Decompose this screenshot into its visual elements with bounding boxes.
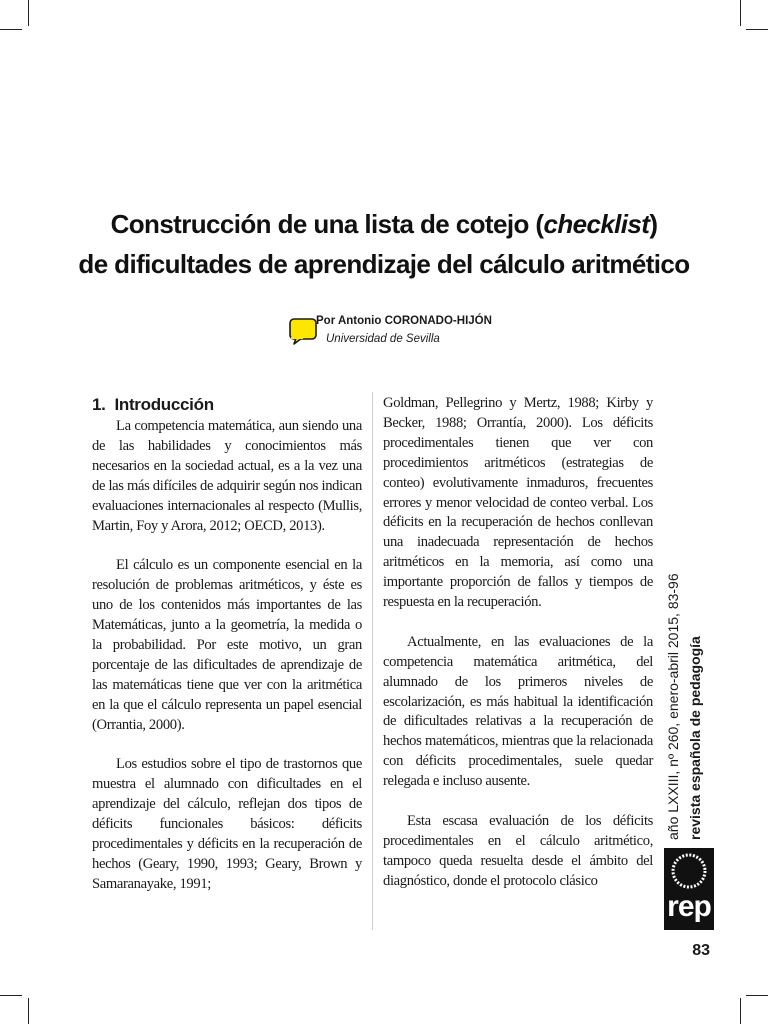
section-number: 1. <box>92 395 106 414</box>
journal-sidebar <box>665 573 705 840</box>
paragraph: La competencia matemática, aun siendo una de las habilidades y conocimientos más necesarios en la sociedad actual, es a la vez una de las más difíciles de adquirir según nos indican evaluaciones internacionales al respecto (Mullis, Martin, Foy y Arora, 2012; OECD, 2013). <box>92 418 362 534</box>
crop-mark <box>28 0 29 26</box>
crop-mark <box>740 998 741 1024</box>
article-title <box>60 204 708 284</box>
crop-mark <box>28 998 29 1024</box>
logo-text: rep <box>667 890 711 923</box>
section-title: Introducción <box>114 395 214 414</box>
paragraph: Esta escasa evaluación de los déficits procedimentales en el cálculo aritmético, tampoco queda resuelta desde el ámbito del diagnóstico, donde el protocolo clásico <box>383 813 653 889</box>
paragraph-continued: Goldman, Pellegrino y Mertz, 1988; Kirby y Becker, 1988; Orrantía, 2000). Los déficits procedimentales tienen que ver con procedimientos aritméticos (estrategias de conteo) evolutivamente inmaduros, frecuentes errores y menor velocidad de conteo verbal. Los déficits en la recuperación de hechos conllevan una inadecuada representación de hechos aritméticos en la memoria, así como una importante proporción de fallos y tiempos de respuesta en la recuperación. <box>383 395 653 611</box>
paragraph: El cálculo es un componente esencial en la resolución de problemas aritméticos, y éste es uno de los contenidos más importantes de las Matemáticas, junto a la geometría, la medida o la probabilidad. Por este motivo, un gran porcentaje de las dificultades de aprendizaje de las matemáticas tiene que ver con la aritmética en la que el cálculo representa un papel esencial (Orrantia, 2000). <box>92 557 362 733</box>
title-line-1-text: Construcción de una lista de cotejo (checklist) <box>110 209 658 239</box>
author-line <box>288 312 588 330</box>
author-name: Antonio CORONADO-HIJÓN <box>337 315 492 327</box>
page-number: 83 <box>692 942 710 959</box>
author-block <box>288 312 588 348</box>
crop-mark <box>0 995 22 996</box>
article-title-line-2: de dificultades de aprendizaje del cálculo aritmético <box>78 249 690 279</box>
left-column <box>92 394 362 895</box>
issue-info: año LXXIII, nº 260, enero-abril 2015, 83-96 <box>665 573 681 840</box>
crop-mark <box>746 29 768 30</box>
journal-logo <box>664 848 714 930</box>
title-italic-term: checklist <box>543 209 650 239</box>
journal-name: revista española de pedagogía <box>687 636 703 840</box>
logo-ring-icon <box>670 852 708 890</box>
article-title-line-1 <box>60 204 708 244</box>
paragraph: Actualmente, en las evaluaciones de la competencia matemática aritmética, del alumnado de los primeros niveles de escolarización, es más habitual la identificación de dificultades relativas a la recuperación de hechos matemáticos, mientras que la relacionada con déficits procedimentales, suele quedar relegada e incluso ausente. <box>383 633 653 790</box>
crop-mark <box>740 0 741 26</box>
author-prefix: Por <box>316 315 336 327</box>
right-column <box>383 394 653 892</box>
crop-mark <box>746 995 768 996</box>
paragraph: Los estudios sobre el tipo de trastornos que muestra el alumnado con dificultades en el aprendizaje del cálculo, reflejan dos tipos de déficits funcionales básicos: déficits procedimentales y déficits en la recuperación de hechos (Geary, 1990, 1993; Geary, Brown y Samaranayake, 1991; <box>92 756 362 892</box>
section-heading <box>92 394 362 415</box>
crop-mark <box>0 29 22 30</box>
author-affiliation: Universidad de Sevilla <box>326 333 440 345</box>
column-divider <box>372 392 373 930</box>
